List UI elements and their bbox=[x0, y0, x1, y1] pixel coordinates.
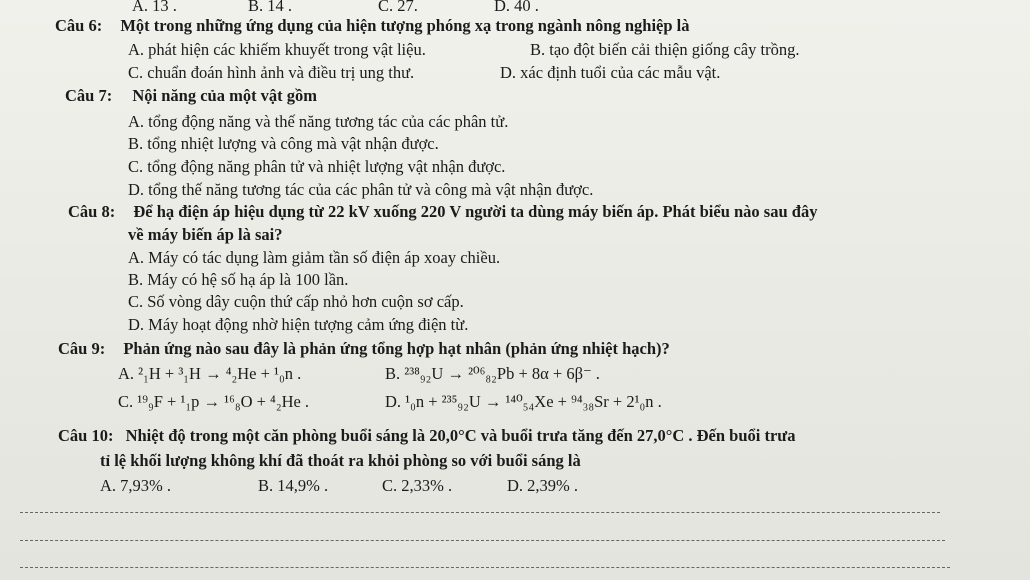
question-10-stem-line2: tỉ lệ khối lượng không khí đã thoát ra khỏi phòng so với buổi sáng là bbox=[100, 451, 581, 470]
question-7 bbox=[65, 86, 317, 106]
question-8-option-c: C. Số vòng dây cuộn thứ cấp nhỏ hơn cuộn sơ cấp. bbox=[128, 292, 464, 311]
answer-line-1 bbox=[20, 512, 940, 513]
question-6-label: Câu 6: bbox=[55, 16, 103, 35]
question-8-stem-line2: về máy biến áp là sai? bbox=[128, 225, 283, 244]
question-8-label: Câu 8: bbox=[68, 202, 116, 221]
prev-option-b: B. 14 . bbox=[248, 0, 293, 15]
question-9-option-b: B. ²³⁸₉₂U → ²⁰⁶₈₂Pb + 8α + 6β⁻ . bbox=[385, 364, 600, 383]
prev-option-a: A. 13 . bbox=[132, 0, 177, 15]
question-7-option-b: B. tổng nhiệt lượng và công mà vật nhận được. bbox=[128, 134, 439, 153]
question-10-option-b: B. 14,9% . bbox=[258, 476, 329, 495]
prev-option-d: D. 40 . bbox=[494, 0, 539, 15]
answer-line-2 bbox=[20, 540, 945, 541]
question-9 bbox=[58, 339, 670, 359]
question-8-stem-line1: Để hạ điện áp hiệu dụng từ 22 kV xuống 220 V người ta dùng máy biến áp. Phát biểu nào sau đây bbox=[133, 202, 818, 221]
question-6-option-b: B. tạo đột biến cải thiện giống cây trồng. bbox=[530, 40, 800, 59]
question-9-option-d: D. ¹₀n + ²³⁵₉₂U → ¹⁴⁰₅₄Xe + ⁹⁴₃₈Sr + 2¹₀n . bbox=[385, 392, 662, 411]
question-7-label: Câu 7: bbox=[65, 86, 113, 105]
question-9-option-a: A. ²₁H + ³₁H → ⁴₂He + ¹₀n . bbox=[118, 364, 302, 383]
question-10-option-d: D. 2,39% . bbox=[507, 476, 579, 495]
question-7-option-d: D. tổng thế năng tương tác của các phân tử và công mà vật nhận được. bbox=[128, 180, 594, 199]
question-6-stem: Một trong những ứng dụng của hiện tượng phóng xạ trong ngành nông nghiệp là bbox=[120, 16, 690, 35]
question-9-stem: Phản ứng nào sau đây là phản ứng tổng hợp hạt nhân (phản ứng nhiệt hạch)? bbox=[123, 339, 670, 358]
question-7-stem: Nội năng của một vật gồm bbox=[132, 86, 318, 105]
question-10-option-a: A. 7,93% . bbox=[100, 476, 172, 495]
prev-option-c: C. 27. bbox=[378, 0, 418, 15]
question-10 bbox=[58, 426, 795, 446]
question-10-label: Câu 10: bbox=[58, 426, 114, 445]
question-6-option-c: C. chuẩn đoán hình ảnh và điều trị ung thư. bbox=[128, 63, 415, 82]
answer-line-3 bbox=[20, 567, 950, 568]
question-9-label: Câu 9: bbox=[58, 339, 106, 358]
question-10-option-c: C. 2,33% . bbox=[382, 476, 453, 495]
question-6 bbox=[55, 16, 690, 36]
question-10-stem-line1: Nhiệt độ trong một căn phòng buổi sáng là 20,0°C và buổi trưa tăng đến 27,0°C . Đến buổi trưa bbox=[125, 426, 796, 445]
question-8 bbox=[68, 202, 817, 222]
question-7-option-c: C. tổng động năng phân tử và nhiệt lượng vật nhận được. bbox=[128, 157, 506, 176]
question-7-option-a: A. tổng động năng và thế năng tương tác của các phân tử. bbox=[128, 112, 509, 131]
question-9-option-c: C. ¹⁹₉F + ¹₁p → ¹⁶₈O + ⁴₂He . bbox=[118, 392, 310, 411]
question-6-option-d: D. xác định tuổi của các mẫu vật. bbox=[500, 63, 721, 82]
question-8-option-b: B. Máy có hệ số hạ áp là 100 lần. bbox=[128, 270, 349, 289]
question-6-option-a: A. phát hiện các khiếm khuyết trong vật liệu. bbox=[128, 40, 426, 59]
question-8-option-a: A. Máy có tác dụng làm giảm tần số điện áp xoay chiều. bbox=[128, 248, 501, 267]
question-8-option-d: D. Máy hoạt động nhờ hiện tượng cảm ứng điện từ. bbox=[128, 315, 469, 334]
